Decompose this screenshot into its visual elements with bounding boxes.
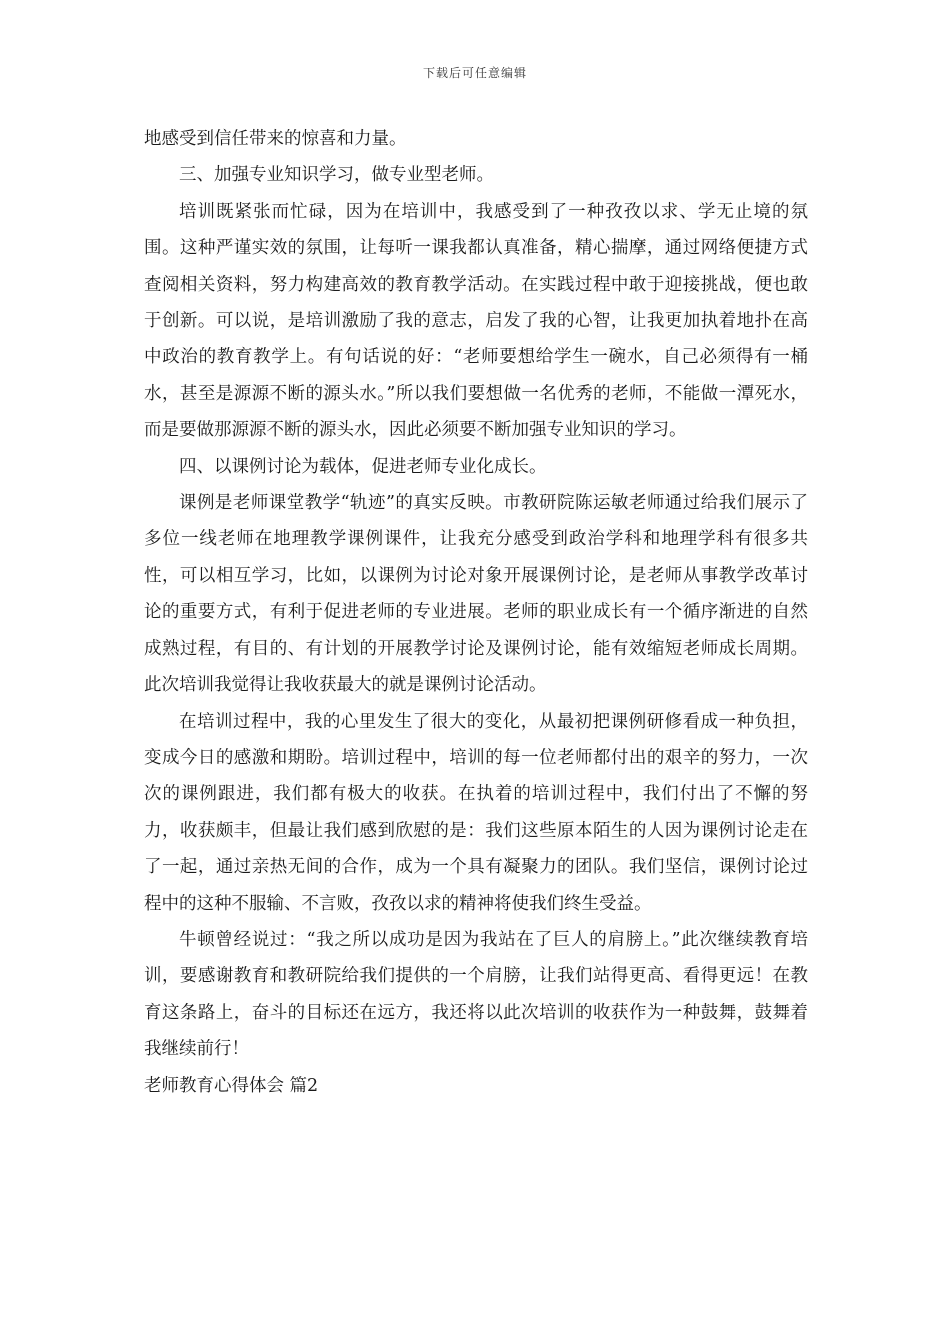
page-header: 下载后可任意编辑 xyxy=(422,66,527,80)
paragraph: 在培训过程中，我的心里发生了很大的变化，从最初把课例研修看成一种负担，变成今日的感激和期盼。培训过程中，培训的每一位老师都付出的艰辛的努力，一次次的课例跟进，我们都有极大的收获。在执着的培训过程中，我们付出了不懈的努力，收获颇丰，但最让我们感到欣慰的是：我们这些原本陌生的人因为课例讨论走在了一起，通过亲热无间的合作，成为一个具有凝聚力的团队。我们坚信，课例讨论过程中的这种不服输、不言败，孜孜以求的精神将使我们终生受益。 xyxy=(144,711,808,914)
paragraph: 培训既紧张而忙碌，因为在培训中，我感受到了一种孜孜以求、学无止境的氛围。这种严谨实效的氛围，让每听一课我都认真准备，精心揣摩，通过网络便捷方式查阅相关资料，努力构建高效的教育教学活动。在实践过程中敢于迎接挑战，便也敢于创新。可以说，是培训激励了我的意志，启发了我的心智，让我更加执着地扑在高中政治的教育教学上。有句话说的好：“老师要想给学生一碗水，自己必须得有一桶水，甚至是源源不断的源头水。”所以我们要想做一名优秀的老师，不能做一潭死水，而是要做那源源不断的源头水，因此必须要不断加强专业知识的学习。 xyxy=(144,201,808,441)
paragraph: 牛顿曾经说过：“我之所以成功是因为我站在了巨人的肩膀上。”此次继续教育培训，要感谢教育和教研院给我们提供的一个肩膀，让我们站得更高、看得更远！在教育这条路上，奋斗的目标还在远方，我还将以此次培训的收获作为一种鼓舞，鼓舞着我继续前行！ xyxy=(144,929,808,1060)
section-heading-4: 四、以课例讨论为载体，促进老师专业化成长。 xyxy=(179,456,547,477)
document-body xyxy=(144,121,808,1104)
paragraph: 课例是老师课堂教学“轨迹”的真实反映。市教研院陈运敏老师通过给我们展示了多位一线老师在地理教学课例课件，让我充分感受到政治学科和地理学科有很多共性，可以相互学习，比如，以课例为讨论对象开展课例讨论，是老师从事教学改革讨论的重要方式，有利于促进老师的专业进展。老师的职业成长有一个循序渐进的自然成熟过程，有目的、有计划的开展教学讨论及课例讨论，能有效缩短老师成长周期。此次培训我觉得让我收获最大的就是课例讨论活动。 xyxy=(144,493,808,696)
article-title: 老师教育心得体会 篇2 xyxy=(144,1075,319,1096)
section-heading-3: 三、加强专业知识学习，做专业型老师。 xyxy=(179,165,494,186)
paragraph-continuation: 地感受到信任带来的惊喜和力量。 xyxy=(144,129,407,149)
